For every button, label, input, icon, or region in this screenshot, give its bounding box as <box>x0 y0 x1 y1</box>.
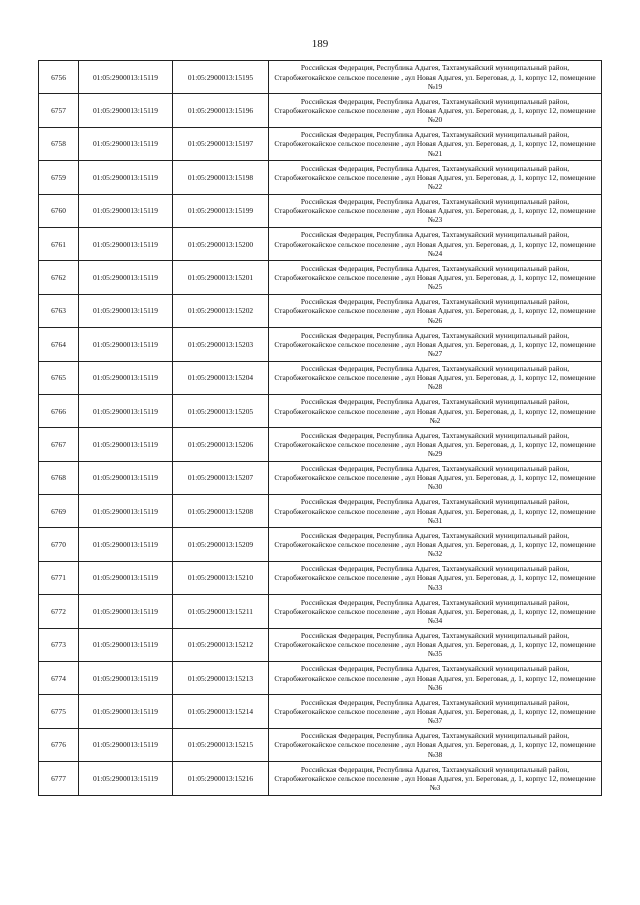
cadastral-number-cell: 01:05:2900013:15214 <box>173 695 269 728</box>
cadastral-number-cell: 01:05:2900013:15198 <box>173 161 269 194</box>
room-number: №20 <box>427 115 443 125</box>
parent-cadastral-cell: 01:05:2900013:15119 <box>79 695 173 728</box>
address-text: Российская Федерация, Республика Адыгея, Тахтамукайский муниципальный район, Старобжегокайское сельское поселение , аул Новая Адыгея, ул. Береговая, д. 1, корпус 12, помещение <box>274 163 596 182</box>
address-text: Российская Федерация, Республика Адыгея, Тахтамукайский муниципальный район, Старобжегокайское сельское поселение , аул Новая Адыгея, ул. Береговая, д. 1, корпус 12, помещение <box>274 230 596 249</box>
table-row <box>39 194 602 227</box>
row-number-cell: 6775 <box>39 695 79 728</box>
parent-cadastral-cell: 01:05:2900013:15119 <box>79 528 173 561</box>
parent-cadastral-cell: 01:05:2900013:15119 <box>79 194 173 227</box>
address-text: Российская Федерация, Республика Адыгея, Тахтамукайский муниципальный район, Старобжегокайское сельское поселение , аул Новая Адыгея, ул. Береговая, д. 1, корпус 12, помещение <box>274 397 596 416</box>
table-row <box>39 695 602 728</box>
address-cell <box>269 61 602 94</box>
table-row <box>39 595 602 628</box>
cadastral-number-cell: 01:05:2900013:15206 <box>173 428 269 461</box>
room-number: №37 <box>427 716 443 726</box>
registry-table <box>38 60 602 796</box>
address-cell <box>269 294 602 327</box>
table-row <box>39 294 602 327</box>
table-row <box>39 428 602 461</box>
address-text: Российская Федерация, Республика Адыгея, Тахтамукайский муниципальный район, Старобжегокайское сельское поселение , аул Новая Адыгея, ул. Береговая, д. 1, корпус 12, помещение <box>274 664 596 683</box>
table-row <box>39 762 602 795</box>
address-cell <box>269 762 602 795</box>
address-text: Российская Федерация, Республика Адыгея, Тахтамукайский муниципальный район, Старобжегокайское сельское поселение , аул Новая Адыгея, ул. Береговая, д. 1, корпус 12, помещение <box>274 530 596 550</box>
table-row <box>39 394 602 427</box>
room-number: №24 <box>427 248 443 258</box>
parent-cadastral-cell: 01:05:2900013:15119 <box>79 595 173 628</box>
cadastral-number-cell: 01:05:2900013:15200 <box>173 227 269 260</box>
address-cell <box>269 94 602 127</box>
row-number-cell: 6761 <box>39 227 79 260</box>
row-number-cell: 6768 <box>39 461 79 494</box>
row-number-cell: 6763 <box>39 294 79 327</box>
parent-cadastral-cell: 01:05:2900013:15119 <box>79 94 173 127</box>
cadastral-number-cell: 01:05:2900013:15212 <box>173 628 269 661</box>
row-number-cell: 6769 <box>39 495 79 528</box>
row-number-cell: 6772 <box>39 595 79 628</box>
address-text: Российская Федерация, Республика Адыгея, Тахтамукайский муниципальный район, Старобжегокайское сельское поселение , аул Новая Адыгея, ул. Береговая, д. 1, корпус 12, помещение <box>274 497 596 516</box>
address-cell <box>269 628 602 661</box>
row-number-cell: 6757 <box>39 94 79 127</box>
row-number-cell: 6771 <box>39 561 79 594</box>
row-number-cell: 6762 <box>39 261 79 294</box>
address-cell <box>269 595 602 628</box>
address-text: Российская Федерация, Республика Адыгея, Тахтамукайский муниципальный район, Старобжегокайское сельское поселение , аул Новая Адыгея, ул. Береговая, д. 1, корпус 12, помещение <box>274 363 596 383</box>
parent-cadastral-cell: 01:05:2900013:15119 <box>79 328 173 361</box>
row-number-cell: 6764 <box>39 328 79 361</box>
room-number: №25 <box>427 282 443 292</box>
parent-cadastral-cell: 01:05:2900013:15119 <box>79 461 173 494</box>
cadastral-number-cell: 01:05:2900013:15197 <box>173 127 269 160</box>
table-row <box>39 61 602 94</box>
room-number: №38 <box>427 749 443 759</box>
table-row <box>39 94 602 127</box>
cadastral-number-cell: 01:05:2900013:15196 <box>173 94 269 127</box>
parent-cadastral-cell: 01:05:2900013:15119 <box>79 161 173 194</box>
room-number: №23 <box>427 215 443 225</box>
address-text: Российская Федерация, Республика Адыгея, Тахтамукайский муниципальный район, Старобжегокайское сельское поселение , аул Новая Адыгея, ул. Береговая, д. 1, корпус 12, помещение <box>274 196 596 216</box>
address-cell <box>269 261 602 294</box>
cadastral-number-cell: 01:05:2900013:15203 <box>173 328 269 361</box>
table-row <box>39 662 602 695</box>
cadastral-number-cell: 01:05:2900013:15210 <box>173 561 269 594</box>
address-cell <box>269 695 602 728</box>
address-text: Российская Федерация, Республика Адыгея, Тахтамукайский муниципальный район, Старобжегокайское сельское поселение , аул Новая Адыгея, ул. Береговая, д. 1, корпус 12, помещение <box>274 263 596 282</box>
address-cell <box>269 662 602 695</box>
address-text: Российская Федерация, Республика Адыгея, Тахтамукайский муниципальный район, Старобжегокайское сельское поселение , аул Новая Адыгея, ул. Береговая, д. 1, корпус 12, помещение <box>274 297 596 316</box>
parent-cadastral-cell: 01:05:2900013:15119 <box>79 127 173 160</box>
registry-table-body <box>39 61 602 796</box>
address-text: Российская Федерация, Республика Адыгея, Тахтамукайский муниципальный район, Старобжегокайское сельское поселение , аул Новая Адыгея, ул. Береговая, д. 1, корпус 12, помещение <box>274 597 596 616</box>
address-cell <box>269 461 602 494</box>
table-row <box>39 528 602 561</box>
table-row <box>39 328 602 361</box>
address-cell <box>269 328 602 361</box>
table-row <box>39 161 602 194</box>
cadastral-number-cell: 01:05:2900013:15202 <box>173 294 269 327</box>
parent-cadastral-cell: 01:05:2900013:15119 <box>79 261 173 294</box>
parent-cadastral-cell: 01:05:2900013:15119 <box>79 495 173 528</box>
table-row <box>39 227 602 260</box>
cadastral-number-cell: 01:05:2900013:15213 <box>173 662 269 695</box>
room-number: №2 <box>429 415 441 425</box>
row-number-cell: 6767 <box>39 428 79 461</box>
cadastral-number-cell: 01:05:2900013:15215 <box>173 728 269 761</box>
cadastral-number-cell: 01:05:2900013:15211 <box>173 595 269 628</box>
address-text: Российская Федерация, Республика Адыгея, Тахтамукайский муниципальный район, Старобжегокайское сельское поселение , аул Новая Адыгея, ул. Береговая, д. 1, корпус 12, помещение <box>274 564 596 583</box>
row-number-cell: 6773 <box>39 628 79 661</box>
parent-cadastral-cell: 01:05:2900013:15119 <box>79 561 173 594</box>
row-number-cell: 6770 <box>39 528 79 561</box>
parent-cadastral-cell: 01:05:2900013:15119 <box>79 728 173 761</box>
cadastral-number-cell: 01:05:2900013:15204 <box>173 361 269 394</box>
address-cell <box>269 361 602 394</box>
parent-cadastral-cell: 01:05:2900013:15119 <box>79 394 173 427</box>
room-number: №22 <box>427 181 443 191</box>
address-cell <box>269 194 602 227</box>
parent-cadastral-cell: 01:05:2900013:15119 <box>79 361 173 394</box>
cadastral-number-cell: 01:05:2900013:15209 <box>173 528 269 561</box>
row-number-cell: 6758 <box>39 127 79 160</box>
room-number: №28 <box>427 382 443 392</box>
room-number: №26 <box>427 315 443 325</box>
address-text: Российская Федерация, Республика Адыгея, Тахтамукайский муниципальный район, Старобжегокайское сельское поселение , аул Новая Адыгея, ул. Береговая, д. 1, корпус 12, помещение <box>274 631 596 650</box>
address-text: Российская Федерация, Республика Адыгея, Тахтамукайский муниципальный район, Старобжегокайское сельское поселение , аул Новая Адыгея, ул. Береговая, д. 1, корпус 12, помещение <box>274 764 596 783</box>
address-cell <box>269 728 602 761</box>
cadastral-number-cell: 01:05:2900013:15207 <box>173 461 269 494</box>
row-number-cell: 6760 <box>39 194 79 227</box>
parent-cadastral-cell: 01:05:2900013:15119 <box>79 294 173 327</box>
cadastral-number-cell: 01:05:2900013:15205 <box>173 394 269 427</box>
parent-cadastral-cell: 01:05:2900013:15119 <box>79 428 173 461</box>
room-number: №31 <box>427 515 443 525</box>
table-row <box>39 728 602 761</box>
room-number: №34 <box>427 616 443 626</box>
address-text: Российская Федерация, Республика Адыгея, Тахтамукайский муниципальный район, Старобжегокайское сельское поселение , аул Новая Адыгея, ул. Береговая, д. 1, корпус 12, помещение <box>274 731 596 750</box>
parent-cadastral-cell: 01:05:2900013:15119 <box>79 61 173 94</box>
address-text: Российская Федерация, Республика Адыгея, Тахтамукайский муниципальный район, Старобжегокайское сельское поселение , аул Новая Адыгея, ул. Береговая, д. 1, корпус 12, помещение <box>274 697 596 717</box>
row-number-cell: 6777 <box>39 762 79 795</box>
room-number: №35 <box>427 649 443 659</box>
address-cell <box>269 127 602 160</box>
room-number: №21 <box>427 148 443 158</box>
table-row <box>39 361 602 394</box>
address-text: Российская Федерация, Республика Адыгея, Тахтамукайский муниципальный район, Старобжегокайское сельское поселение , аул Новая Адыгея, ул. Береговая, д. 1, корпус 12, помещение <box>274 430 596 449</box>
table-row <box>39 261 602 294</box>
room-number: №33 <box>427 582 443 592</box>
row-number-cell: 6759 <box>39 161 79 194</box>
table-row <box>39 561 602 594</box>
table-row <box>39 461 602 494</box>
address-text: Российская Федерация, Республика Адыгея, Тахтамукайский муниципальный район, Старобжегокайское сельское поселение , аул Новая Адыгея, ул. Береговая, д. 1, корпус 12, помещение <box>274 330 596 349</box>
row-number-cell: 6774 <box>39 662 79 695</box>
room-number: №27 <box>427 348 443 358</box>
room-number: №3 <box>429 783 441 792</box>
table-row <box>39 127 602 160</box>
address-cell <box>269 394 602 427</box>
row-number-cell: 6776 <box>39 728 79 761</box>
room-number: №29 <box>427 449 443 459</box>
cadastral-number-cell: 01:05:2900013:15201 <box>173 261 269 294</box>
address-cell <box>269 428 602 461</box>
parent-cadastral-cell: 01:05:2900013:15119 <box>79 662 173 695</box>
table-row <box>39 495 602 528</box>
cadastral-number-cell: 01:05:2900013:15195 <box>173 61 269 94</box>
table-row <box>39 628 602 661</box>
address-text: Российская Федерация, Республика Адыгея, Тахтамукайский муниципальный район, Старобжегокайское сельское поселение , аул Новая Адыгея, ул. Береговая, д. 1, корпус 12, помещение <box>274 63 596 82</box>
address-text: Российская Федерация, Республика Адыгея, Тахтамукайский муниципальный район, Старобжегокайское сельское поселение , аул Новая Адыгея, ул. Береговая, д. 1, корпус 12, помещение <box>274 464 596 483</box>
address-text: Российская Федерация, Республика Адыгея, Тахтамукайский муниципальный район, Старобжегокайское сельское поселение , аул Новая Адыгея, ул. Береговая, д. 1, корпус 12, помещение <box>274 130 596 149</box>
parent-cadastral-cell: 01:05:2900013:15119 <box>79 762 173 795</box>
parent-cadastral-cell: 01:05:2900013:15119 <box>79 227 173 260</box>
address-cell <box>269 528 602 561</box>
row-number-cell: 6766 <box>39 394 79 427</box>
parent-cadastral-cell: 01:05:2900013:15119 <box>79 628 173 661</box>
row-number-cell: 6756 <box>39 61 79 94</box>
room-number: №19 <box>427 81 443 91</box>
cadastral-number-cell: 01:05:2900013:15208 <box>173 495 269 528</box>
room-number: №30 <box>427 482 443 492</box>
page-number: 189 <box>311 38 329 50</box>
cadastral-number-cell: 01:05:2900013:15199 <box>173 194 269 227</box>
room-number: №36 <box>427 682 443 692</box>
address-cell <box>269 161 602 194</box>
address-cell <box>269 561 602 594</box>
address-text: Российская Федерация, Республика Адыгея, Тахтамукайский муниципальный район, Старобжегокайское сельское поселение , аул Новая Адыгея, ул. Береговая, д. 1, корпус 12, помещение <box>274 96 596 115</box>
room-number: №32 <box>427 549 443 559</box>
row-number-cell: 6765 <box>39 361 79 394</box>
address-cell <box>269 495 602 528</box>
cadastral-number-cell: 01:05:2900013:15216 <box>173 762 269 795</box>
address-cell <box>269 227 602 260</box>
